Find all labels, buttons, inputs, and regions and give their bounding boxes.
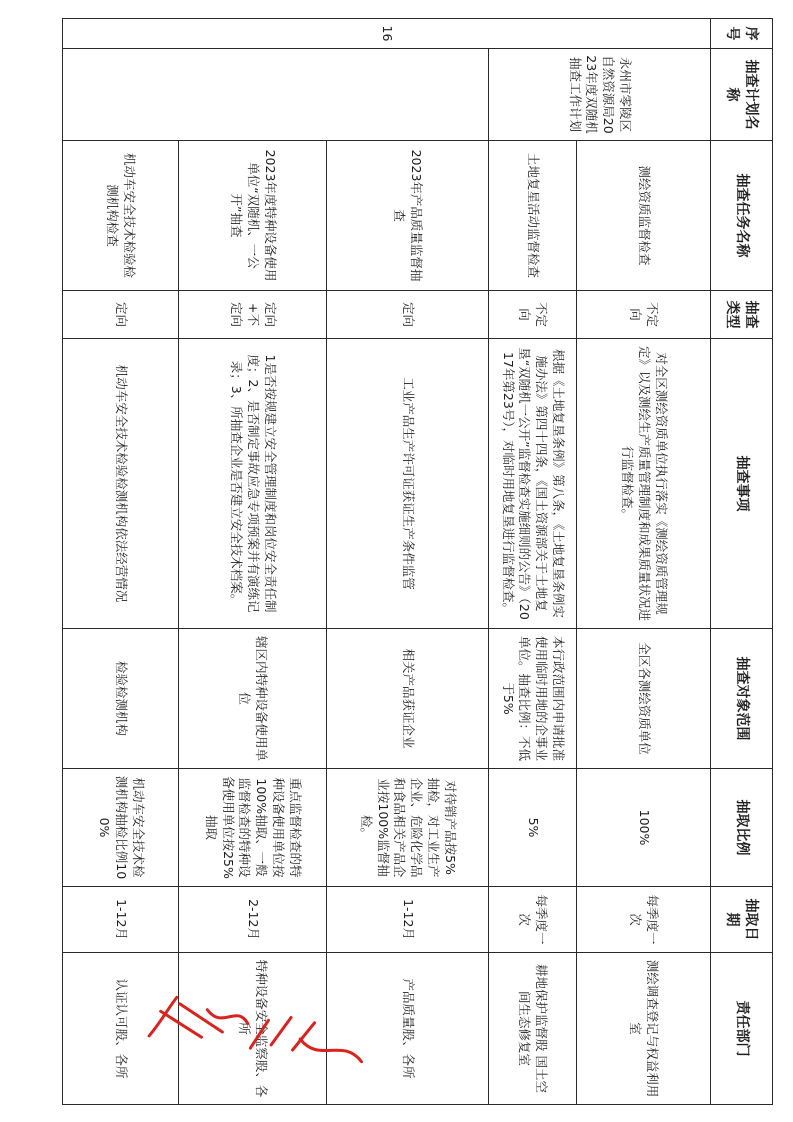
ratio-cell: 对待销产品按5%抽检，对工业生产企业、危险化学品和食品相关产品企业按100%监督抽检。 xyxy=(327,769,489,887)
check-type-cell: 定向 xyxy=(327,291,489,339)
items-cell: 工业产品生产许可证获证生产条件监管 xyxy=(327,339,489,629)
header-plan-name: 抽查计划名称 xyxy=(711,49,773,141)
ratio-cell: 5% xyxy=(489,769,577,887)
table-row xyxy=(489,19,577,1105)
items-cell: 机动车安全技术检验检测机构依法经营情况 xyxy=(63,339,179,629)
check-type-cell: 定向+不定向 xyxy=(179,291,327,339)
task-name-cell: 2023年度特种设备使用单位“双随机、一公开”抽查 xyxy=(179,141,327,291)
seq-cell: 16 xyxy=(63,19,711,49)
ratio-cell: 100% xyxy=(577,769,711,887)
table-row xyxy=(179,19,327,1105)
date-cell: 2-12月 xyxy=(179,887,327,953)
scope-cell: 本行政范围内申请批准使用临时用地的企事业单位。抽查比例：不低于5% xyxy=(489,629,577,769)
plan-name-cell: 永州市零陵区自然资源局2023年度双随机抽查工作计划 xyxy=(489,49,711,141)
header-scope: 抽查对象范围 xyxy=(711,629,773,769)
header-row xyxy=(711,19,773,1105)
table-row xyxy=(327,19,489,1105)
date-cell: 1-12月 xyxy=(63,887,179,953)
date-cell: 每季度一次 xyxy=(489,887,577,953)
task-name-cell: 测绘资质监督检查 xyxy=(577,141,711,291)
header-seq: 序号 xyxy=(711,19,773,49)
task-name-cell: 2023年产品质量监督抽查 xyxy=(327,141,489,291)
scope-cell: 相关产品获证企业 xyxy=(327,629,489,769)
double-random-inspection-table xyxy=(62,18,773,1105)
items-cell: 对全区测绘资质单位执行落实《测绘资质管理规定》以及测绘生产质量管理制度和成果质量状况进行监督检查。 xyxy=(577,339,711,629)
header-date: 抽取日期 xyxy=(711,887,773,953)
header-task-name: 抽查任务名称 xyxy=(711,141,773,291)
check-type-cell: 不定向 xyxy=(577,291,711,339)
dept-cell: 测绘调查登记与权益利用室 xyxy=(577,953,711,1105)
plan-name-continued-cell xyxy=(63,49,489,141)
dept-cell: 认证认可股、各所 xyxy=(63,953,179,1105)
items-cell: 1是否按规建立安全管理制度和岗位安全责任制度；2、是否制定事故应急专项预案并有演练记录；3、所抽查企业是否建立安全技术档案。 xyxy=(179,339,327,629)
date-cell: 每季度一次 xyxy=(577,887,711,953)
check-type-cell: 不定向 xyxy=(489,291,577,339)
check-type-cell: 定向 xyxy=(63,291,179,339)
table-row xyxy=(577,19,711,1105)
table-row xyxy=(63,19,179,1105)
ratio-cell: 重点监督检查的特种设备使用单位按100%抽取、一般监督检查的特种设备使用单位按25%抽取 xyxy=(179,769,327,887)
scope-cell: 辖区内特种设备使用单位 xyxy=(179,629,327,769)
dept-cell: 产品质量股、各所 xyxy=(327,953,489,1105)
task-name-cell: 机动车安全技术检验检测机构检查 xyxy=(63,141,179,291)
scope-cell: 检验检测机构 xyxy=(63,629,179,769)
scope-cell: 全区各测绘资质单位 xyxy=(577,629,711,769)
header-dept: 责任部门 xyxy=(711,953,773,1105)
header-check-type: 抽查类型 xyxy=(711,291,773,339)
task-name-cell: 土地复星活动监督检查 xyxy=(489,141,577,291)
items-cell: 根据《土地复垦条例》第八条，《土地复垦条例实施办法》第四十四条，《国土资源部关于土地复垦“双随机一公开”监督检查实施细则的公告》（2017年第23号），对临时用地复垦进行监督检查。 xyxy=(489,339,577,629)
header-ratio: 抽取比例 xyxy=(711,769,773,887)
ratio-cell: 机动车安全技术检测机构抽检比例100% xyxy=(63,769,179,887)
date-cell: 1-12月 xyxy=(327,887,489,953)
dept-cell: 特种设备安全监察股、各所 xyxy=(179,953,327,1105)
header-items: 抽查事项 xyxy=(711,339,773,629)
dept-cell: 耕地保护监督股 国土空间生态修复室 xyxy=(489,953,577,1105)
